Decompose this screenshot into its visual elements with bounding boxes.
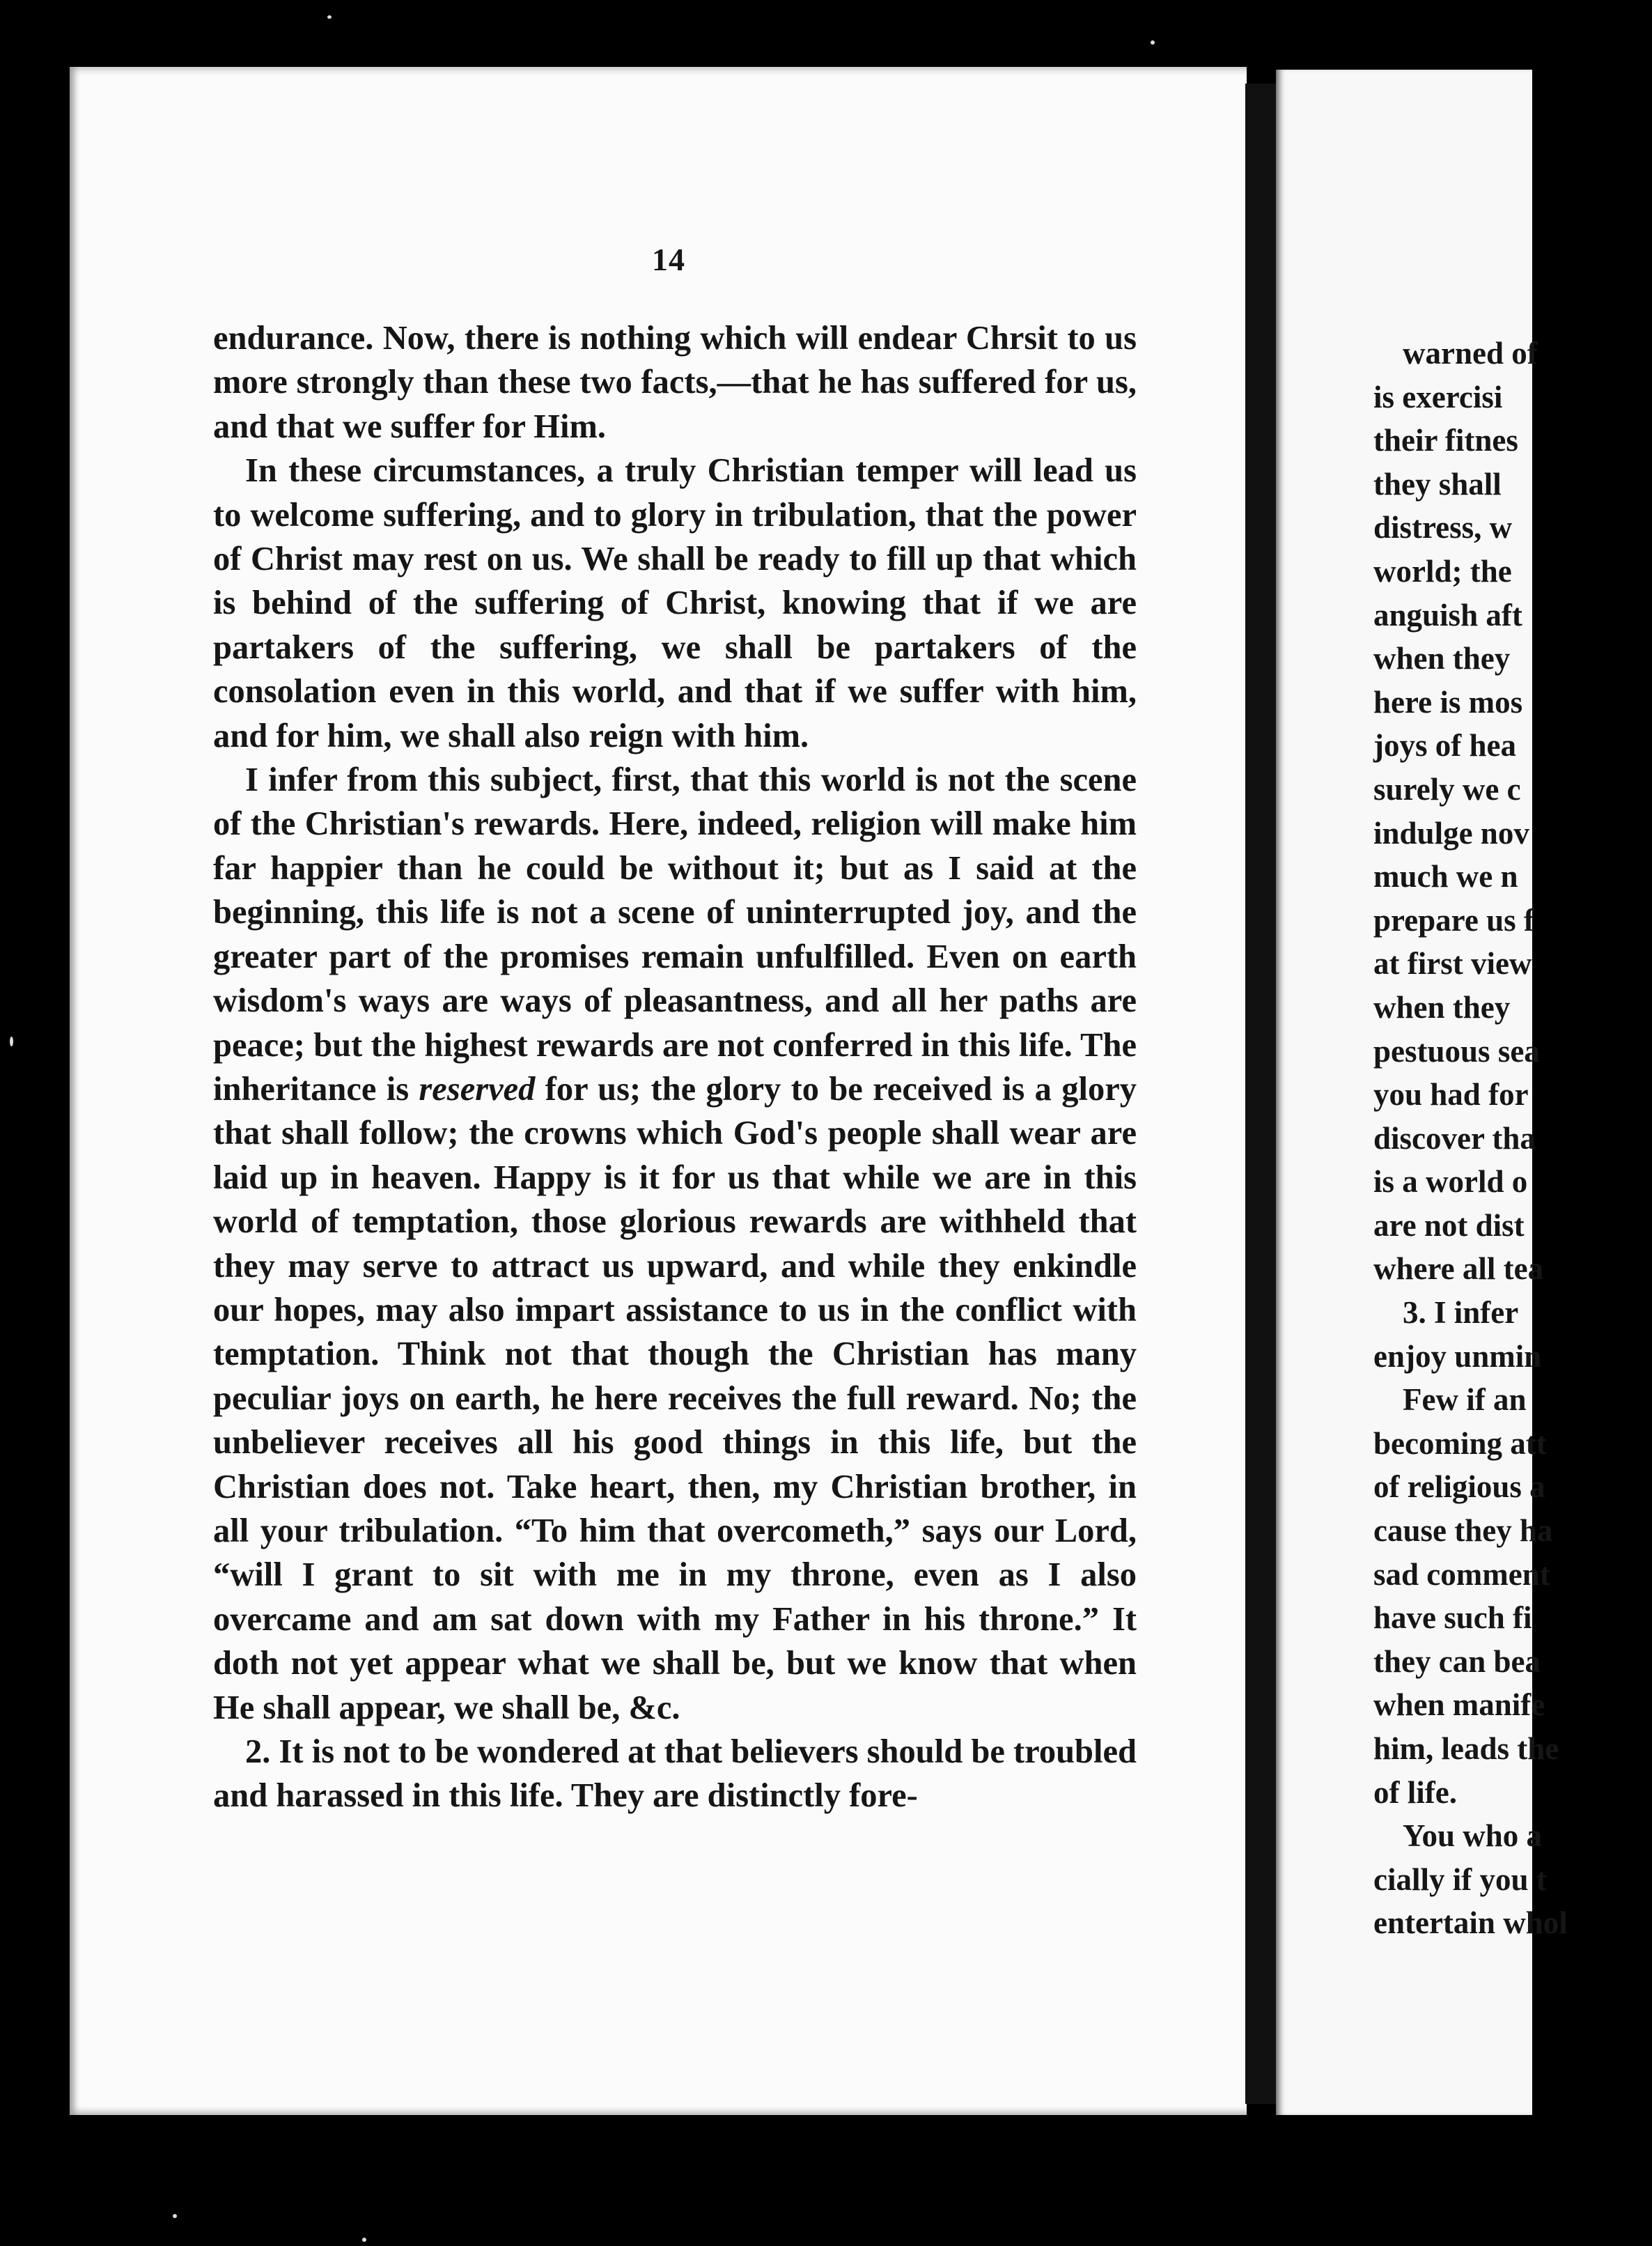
main-text-column — [213, 316, 1137, 1818]
scan-speck — [327, 15, 332, 19]
right-line: enjoy unmin — [1373, 1338, 1542, 1374]
right-line: discover tha — [1373, 1120, 1536, 1156]
scan-speck — [173, 2214, 177, 2218]
right-line: 3. I infer — [1403, 1295, 1519, 1331]
right-line: joys of hea — [1373, 728, 1516, 764]
right-line: of life. — [1373, 1774, 1457, 1810]
right-line: they can bea — [1373, 1643, 1541, 1679]
paragraph-4: 2. It is not to be wondered at that believers should be troubled and harassed in this life. They are distinctly fore- — [213, 1733, 1137, 1815]
page-gutter — [1245, 84, 1276, 2104]
scan-speck — [362, 2238, 366, 2242]
right-line: Few if an — [1403, 1382, 1527, 1418]
right-line: You who a — [1403, 1818, 1543, 1854]
paragraph-1: endurance. Now, there is nothing which will endear Chrsit to us more strongly than these two facts,—that he has suffered for us, and that we suffer for Him. — [213, 320, 1137, 445]
paragraph-3-text: I infer from this subject, first, that this world is not the scene of the Christian's rewards. Here, indeed, religion will make him far happier than he could be without it; but as I said at the beginning, this life is not a scene of uninterrupted joy, and the greater part of the promises remain unfulfilled. Even on earth wisdom's ways are ways of pleasantness, and all her paths are peace; but the highest rewards are not conferred in this life. The inheritance is — [213, 761, 1137, 1108]
paragraph-3-continued: for us; the glory to be received is a glory that shall follow; the crowns which God's people shall wear are laid up in heaven. Happy is it for us that while we are in this world of temptation, those glorious rewards are withheld that they may serve to attract us upward, and while they enkindle our hopes, may also impart assistance to us in the conflict with temptation. Think not that though the Christian has many peculiar joys on earth, he here receives the full reward. No; the unbeliever receives all his good things in this life, but the Christian does not. Take heart, then, my Christian brother, in all your tribulation. “To him that overcometh,” says our Lord, “will I grant to sit with me in my throne, even as I also overcame and am sat down with my Father in his throne.” It doth not yet appear what we shall be, but we know that when He shall appear, we shall be, &c. — [213, 1070, 1137, 1726]
right-line: him, leads the — [1373, 1731, 1559, 1766]
right-line: is exercisi — [1373, 379, 1503, 415]
right-line: are not dist — [1373, 1207, 1525, 1243]
right-line: indulge nov — [1373, 815, 1529, 851]
scan-speck — [1151, 40, 1155, 45]
right-line: when they — [1373, 989, 1511, 1025]
page-number: 14 — [652, 242, 685, 277]
right-line: of religious a — [1373, 1469, 1545, 1505]
scan-speck — [10, 1037, 13, 1046]
right-line: world; the — [1373, 553, 1512, 589]
right-line: distress, w — [1373, 510, 1513, 545]
paragraph-3 — [213, 758, 1137, 1730]
right-line: cially if you t — [1373, 1861, 1547, 1897]
right-line: their fitnes — [1373, 423, 1518, 458]
right-line: have such fi — [1373, 1600, 1532, 1636]
right-line: at first view — [1373, 946, 1532, 982]
right-line: prepare us f — [1373, 902, 1534, 938]
right-line: anguish aft — [1373, 597, 1522, 633]
right-line: is a world o — [1373, 1164, 1528, 1200]
right-page — [1276, 70, 1568, 2115]
right-line: surely we c — [1373, 771, 1521, 807]
right-line: warned of — [1403, 336, 1538, 371]
right-line: sad comment — [1373, 1556, 1550, 1592]
right-page-text — [1373, 332, 1652, 1945]
right-line: much we n — [1373, 859, 1518, 894]
right-line: you had for — [1373, 1077, 1529, 1113]
right-line: cause they ha — [1373, 1513, 1553, 1549]
right-line: pestuous sea — [1373, 1033, 1540, 1069]
right-line: entertain whol — [1373, 1905, 1568, 1941]
right-line: when they — [1373, 641, 1511, 676]
right-line: when manife — [1373, 1687, 1545, 1723]
right-line: here is mos — [1373, 684, 1523, 720]
paragraph-2: In these circumstances, a truly Christian temper will lead us to welcome suffering, and to glory in tribulation, that the power of Christ may rest on us. We shall be ready to fill up that which is behind of the suffering of Christ, knowing that if we are partakers of the suffering, we shall be partakers of the consolation even in this world, and that if we suffer with him, and for him, we shall also reign with him. — [213, 452, 1137, 754]
right-line: they shall — [1373, 466, 1502, 502]
right-line: becoming att — [1373, 1425, 1547, 1461]
italic-word: reserved — [419, 1070, 536, 1108]
right-line: where all tea — [1373, 1251, 1544, 1287]
